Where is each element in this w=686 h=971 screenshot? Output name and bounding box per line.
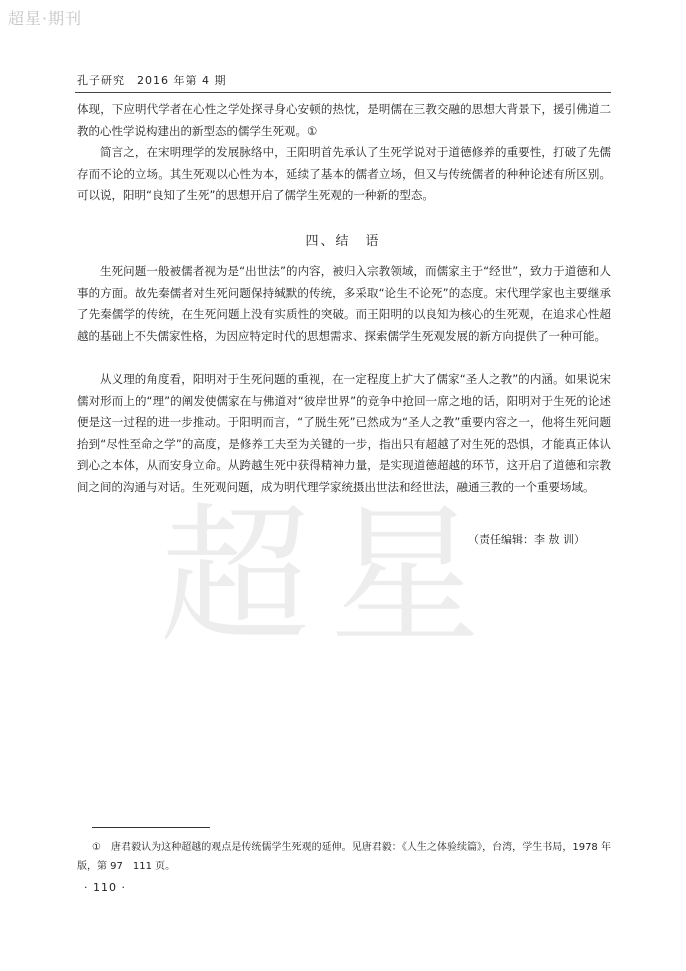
watermark-logo: 超星·期刊 [8, 9, 83, 28]
conclusion-paragraph-2: 从义理的角度看，阳明对于生死问题的重视，在一定程度上扩大了儒家“圣人之教”的内涵。如果说宋儒对形而上的“理”的阐发使儒家在与佛道对“彼岸世界”的竞争中抢回一席之地的话，阳明对于生死的论述便是这一过程的进一步推动。于阳明而言，“了脱生死”已然成为“圣人之教”重要内容之一，他将生死问题抬到“尽性至命之学”的高度，是修养工夫至为关键的一步，指出只有超越了对生死的恐惧，才能真正体认到心之本体，从而安身立命。从跨越生死中获得精神力量，是实现道德超越的环节，这开启了道德和宗教间之间的沟通与对话。生死观问题，成为明代理学家统摄出世法和经世法，融通三教的一个重要场域。 [77, 372, 611, 494]
running-head: 孔子研究 2016 年第 4 期 [77, 74, 227, 87]
header-rule [75, 92, 611, 93]
section-title: 四、结 语 [305, 234, 381, 249]
body-paragraph-1: 体现，下应明代学者在心性之学处探寻身心安顿的热忱，是明儒在三教交融的思想大背景下，援引佛道二教的心性学说构建出的新型态的儒学生死观。① [77, 102, 611, 138]
body-paragraph-2: 简言之，在宋明理学的发展脉络中，王阳明首先承认了生死学说对于道德修养的重要性，打破了先儒存而不论的立场。其生死观以心性为本，延续了基本的儒者立场，但又与传统儒者的种种论述有所区别。可以说，阳明“良知了生死”的思想开启了儒学生死观的一种新的型态。 [77, 145, 611, 202]
footnote: ① 唐君毅认为这种超越的观点是传统儒学生死观的延伸。见唐君毅：《人生之体验续篇》，台湾，学生书局，1978 年版，第 97 111 页。 [77, 842, 611, 872]
editor-note: （责任编辑：李 敖 训） [468, 533, 585, 546]
footnote-rule [92, 827, 210, 828]
background-watermark: 超星 [160, 490, 501, 664]
conclusion-paragraph-1: 生死问题一般被儒者视为是“出世法”的内容，被归入宗教领域，而儒家主于“经世”，致力于道德和人事的方面。故先秦儒者对生死问题保持缄默的传统，多采取“论生不论死”的态度。宋代理学家也主要继承了先秦儒学的传统，在生死问题上没有实质性的突破。而王阳明的以良知为核心的生死观，在追求心性超越的基础上不失儒家性格，为因应特定时代的思想需求、探索儒学生死观发展的新方向提供了一种可能。 [77, 264, 611, 343]
page-number: · 110 · [84, 881, 126, 894]
